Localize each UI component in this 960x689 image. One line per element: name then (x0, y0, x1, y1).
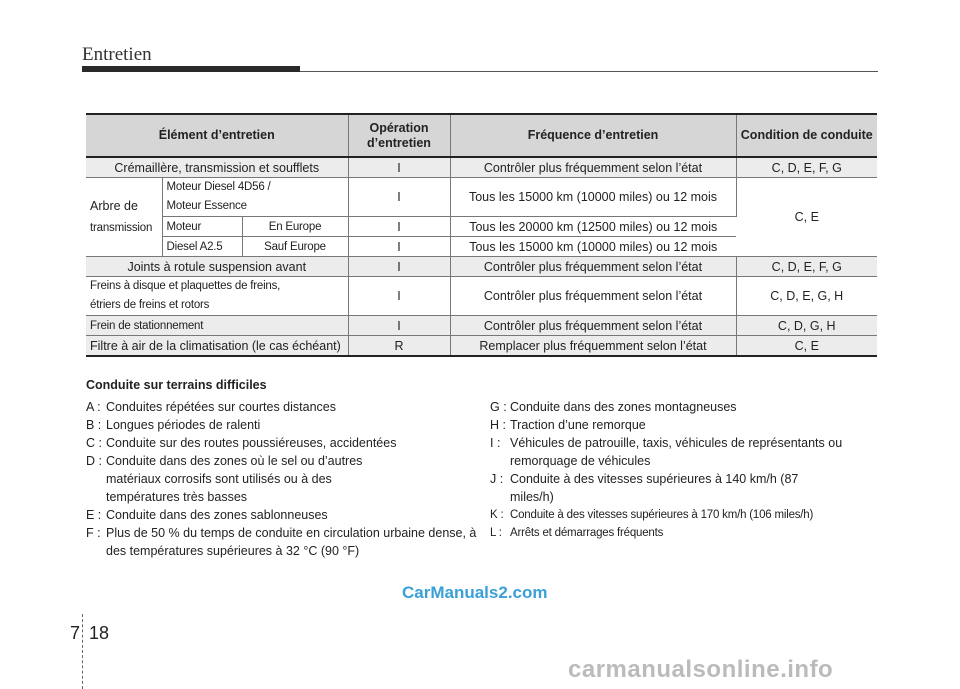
row-operation: I (348, 237, 450, 257)
table-row (86, 178, 877, 217)
list-item (86, 416, 486, 434)
row-condition: C, D, E, G, H (736, 277, 877, 316)
arbre-sub3-label: Diesel A2.5 (162, 237, 242, 257)
table-row (86, 157, 877, 178)
arbre-sub1-line1: Moteur Diesel 4D56 / (166, 181, 271, 193)
item-text: Arrêts et démarrages fréquents (510, 527, 664, 539)
list-item (490, 470, 890, 506)
chapter-number: 7 (70, 623, 81, 643)
list-item (490, 524, 890, 542)
item-key: K : (490, 509, 504, 521)
list-item (490, 416, 890, 434)
item-text: Conduite à des vitesses supérieures à 140 km/h (87 miles/h) (510, 472, 799, 504)
item-text: Conduite dans des zones sablonneuses (106, 508, 328, 522)
header-condition: Condition de conduite (736, 114, 877, 157)
row-frequency: Remplacer plus fréquemment selon l’état (450, 336, 736, 357)
item-key: J : (490, 472, 504, 486)
row-operation: R (348, 336, 450, 357)
row-frequency: Tous les 20000 km (12500 miles) ou 12 mois (450, 217, 736, 237)
conditions-legend (86, 376, 886, 558)
arbre-label (86, 178, 162, 257)
item-key: A : (86, 400, 101, 414)
table-header-row (86, 114, 877, 157)
item-text: Traction d’une remorque (510, 418, 646, 432)
row-condition: C, D, E, F, G (736, 157, 877, 178)
maintenance-table (86, 113, 877, 357)
item-key: G : (490, 400, 507, 414)
arbre-label-line1: Arbre de (90, 199, 138, 213)
row-frequency: Contrôler plus fréquemment selon l’état (450, 257, 736, 277)
item-text: Conduite dans des zones montagneuses (510, 400, 737, 414)
header-rule (300, 71, 878, 72)
row-frequency: Contrôler plus fréquemment selon l’état (450, 157, 736, 178)
arbre-sub2-sublabel: En Europe (242, 217, 348, 237)
item-key: C : (86, 436, 102, 450)
table-row (86, 257, 877, 277)
row-operation: I (348, 217, 450, 237)
arbre-sub1-label (162, 178, 348, 217)
row-element (86, 277, 348, 316)
item-key: E : (86, 508, 102, 522)
row-element: Crémaillère, transmission et soufflets (86, 157, 348, 178)
page-divider (82, 614, 84, 689)
item-key: F : (86, 526, 101, 540)
item-text: Véhicules de patrouille, taxis, véhicules de représentants ou remorquage de véhicules (510, 436, 843, 468)
list-item (490, 398, 890, 416)
list-item (86, 434, 486, 452)
item-key: B : (86, 418, 102, 432)
page-number: 18 (89, 623, 110, 643)
row-operation: I (348, 277, 450, 316)
item-text: Longues périodes de ralenti (106, 418, 261, 432)
header-bar (82, 66, 300, 72)
section-title: Entretien (82, 44, 152, 65)
footer-watermark: carmanualsonline.info (568, 656, 834, 683)
list-item (86, 506, 486, 524)
row-element: Filtre à air de la climatisation (le cas échéant) (86, 336, 348, 357)
arbre-label-line2: transmission (90, 222, 153, 234)
row-operation: I (348, 178, 450, 217)
watermark-link[interactable]: CarManuals2.com (402, 583, 548, 602)
row-condition: C, E (736, 336, 877, 357)
list-item (86, 398, 486, 416)
row-element: Frein de stationnement (86, 316, 348, 336)
row-condition: C, D, G, H (736, 316, 877, 336)
list-item (86, 524, 486, 560)
table-row (86, 277, 877, 316)
item-text: Conduite sur des routes poussiéreuses, accidentées (106, 436, 397, 450)
item-key: L : (490, 527, 502, 539)
item-key: D : (86, 454, 102, 468)
row-element-line2: étriers de freins et rotors (90, 299, 210, 311)
row-frequency: Tous les 15000 km (10000 miles) ou 12 mois (450, 178, 736, 217)
item-text: Conduite dans des zones où le sel ou d’autres matériaux corrosifs sont utilisés ou à des températures très basses (106, 454, 363, 504)
arbre-condition: C, E (736, 178, 877, 257)
row-operation: I (348, 157, 450, 178)
row-element: Joints à rotule suspension avant (86, 257, 348, 277)
conditions-title: Conduite sur terrains difficiles (86, 378, 267, 392)
list-item (490, 434, 890, 470)
arbre-sub3-sublabel: Sauf Europe (242, 237, 348, 257)
item-key: H : (490, 418, 506, 432)
row-frequency: Contrôler plus fréquemment selon l’état (450, 277, 736, 316)
header-operation: Opération d’entretien (348, 114, 450, 157)
conditions-left-column (86, 398, 486, 560)
item-text: Conduite à des vitesses supérieures à 170 km/h (106 miles/h) (510, 509, 814, 521)
conditions-right-column (490, 398, 890, 542)
item-key: I : (490, 436, 501, 450)
header-frequency: Fréquence d’entretien (450, 114, 736, 157)
row-frequency: Tous les 15000 km (10000 miles) ou 12 mois (450, 237, 736, 257)
row-frequency: Contrôler plus fréquemment selon l’état (450, 316, 736, 336)
table-row (86, 316, 877, 336)
item-text: Conduites répétées sur courtes distances (106, 400, 336, 414)
item-text: Plus de 50 % du temps de conduite en circulation urbaine dense, à des températures supérieures à 32 °C (90 °F) (106, 526, 477, 558)
row-operation: I (348, 257, 450, 277)
header-element: Élément d’entretien (86, 114, 348, 157)
arbre-sub1-line2: Moteur Essence (166, 200, 247, 212)
row-condition: C, D, E, F, G (736, 257, 877, 277)
row-element-line1: Freins à disque et plaquettes de freins, (90, 280, 281, 292)
row-operation: I (348, 316, 450, 336)
arbre-sub2-label: Moteur (162, 217, 242, 237)
list-item (490, 506, 890, 524)
list-item (86, 452, 486, 506)
table-row (86, 336, 877, 357)
